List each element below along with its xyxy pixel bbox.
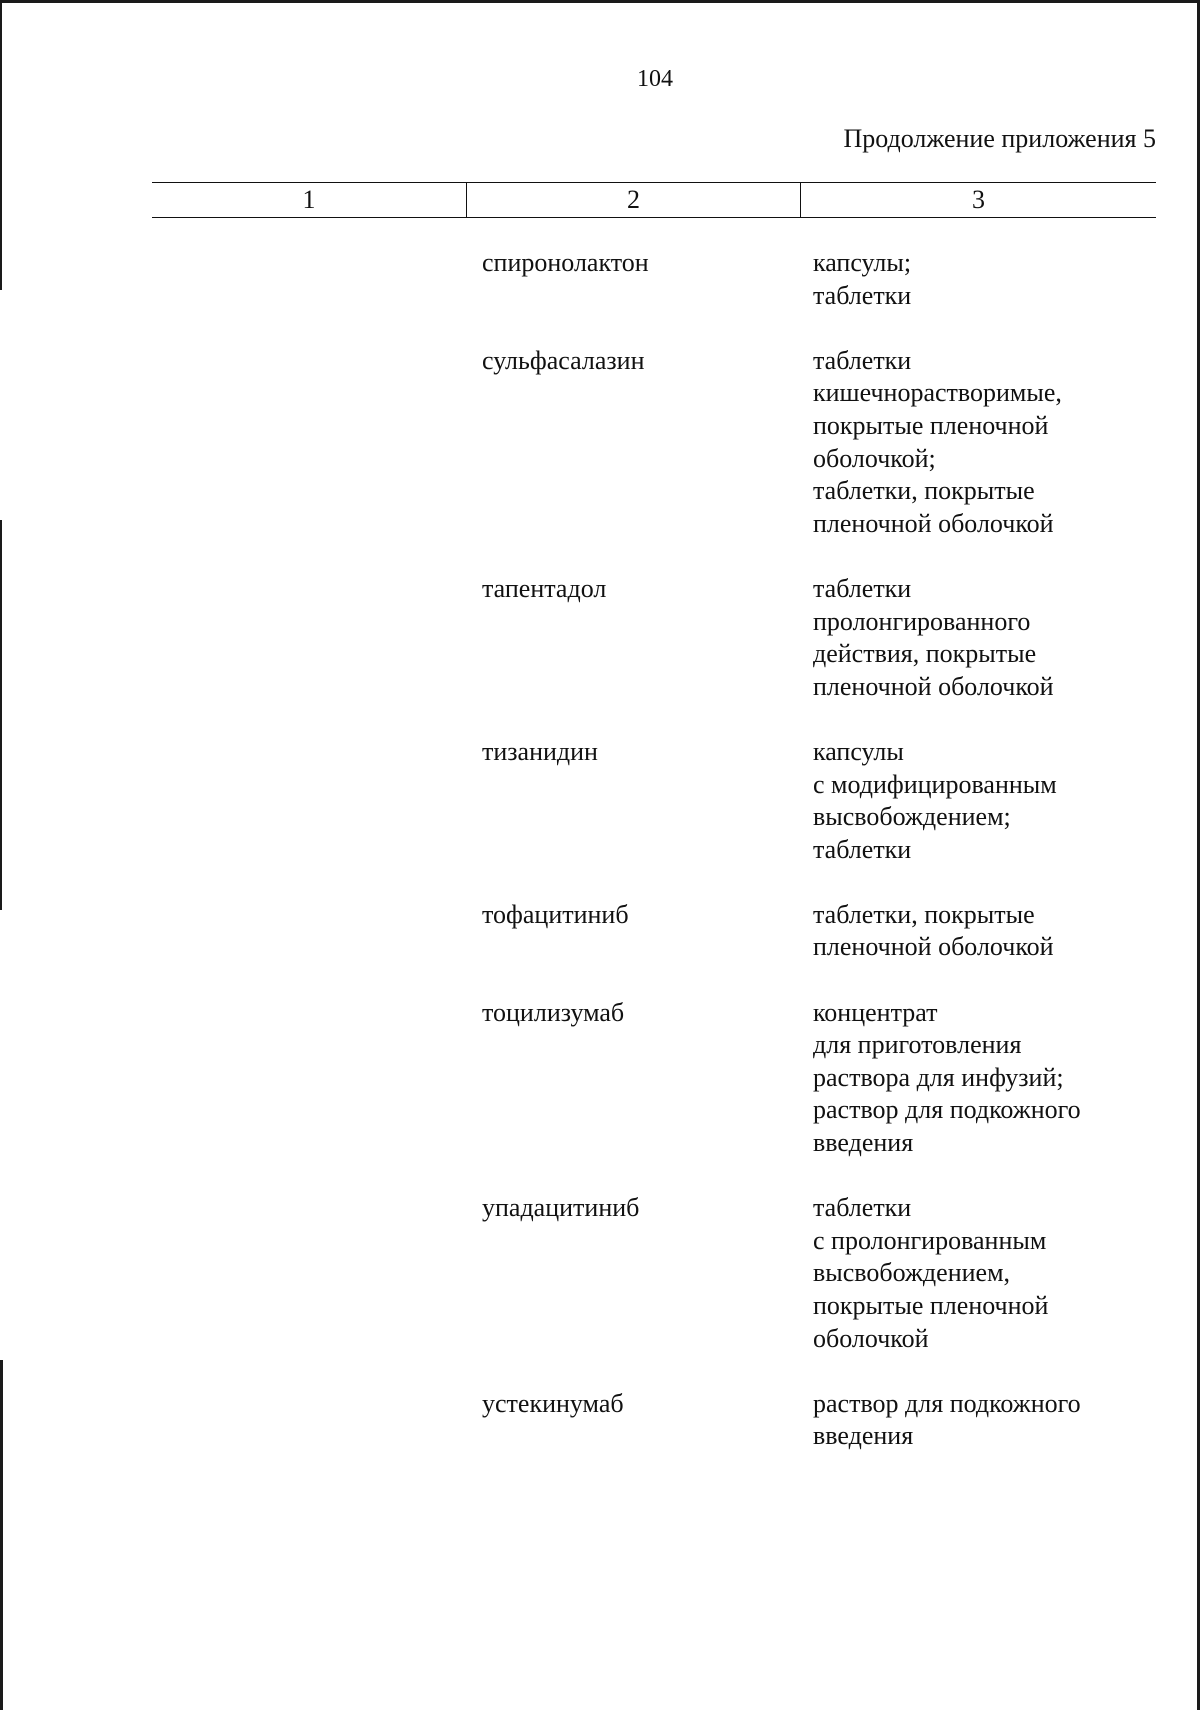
table-row — [482, 899, 1182, 964]
dosage-form-line: таблетки — [813, 834, 912, 864]
dosage-form — [813, 573, 1182, 703]
dosage-form-line: таблетки, покрытые — [813, 899, 1035, 929]
table-body — [482, 247, 1182, 1453]
dosage-form-line: покрытые пленочной — [813, 410, 1049, 440]
dosage-form-line: таблетки — [813, 1193, 912, 1223]
dosage-form-line: кишечнорастворимые, — [813, 378, 1062, 408]
dosage-form-line: таблетки, покрытые — [813, 476, 1035, 506]
dosage-form — [813, 345, 1182, 541]
drug-name: тизанидин — [482, 736, 598, 766]
dosage-form-line: для приготовления — [813, 1030, 1022, 1060]
dosage-form-line: таблетки — [813, 345, 912, 375]
table-row — [482, 1388, 1182, 1453]
dosage-form-line: раствора для инфузий; — [813, 1062, 1064, 1092]
table-row — [482, 997, 1182, 1160]
dosage-form-line: пролонгированного — [813, 606, 1031, 636]
dosage-form-line: таблетки — [813, 573, 912, 603]
dosage-form-line: капсулы — [813, 736, 904, 766]
scan-edge-left — [0, 1360, 3, 1710]
scan-edge-top — [0, 0, 1200, 3]
dosage-form — [813, 247, 1182, 312]
dosage-form — [813, 736, 1182, 866]
drug-name: сульфасалазин — [482, 345, 645, 375]
dosage-form-line: капсулы; — [813, 248, 912, 277]
dosage-form — [813, 1388, 1182, 1453]
drug-name: спиронолактон — [482, 248, 649, 277]
drug-name: тапентадол — [482, 573, 607, 603]
drug-name: тоцилизумаб — [482, 997, 625, 1027]
dosage-form-line: таблетки — [813, 280, 912, 310]
table-row — [482, 345, 1182, 541]
dosage-form-line: пленочной оболочкой — [813, 508, 1054, 538]
column-header-2: 2 — [467, 183, 801, 217]
page-number: 104 — [637, 66, 673, 92]
dosage-form-line: с модифицированным — [813, 769, 1057, 799]
scan-edge-left — [0, 520, 2, 910]
dosage-form-line: с пролонгированным — [813, 1225, 1047, 1255]
drug-name: упадацитиниб — [482, 1193, 640, 1223]
column-header-1: 1 — [152, 183, 467, 217]
dosage-form-line: высвобождением, — [813, 1258, 1011, 1288]
dosage-form — [813, 997, 1182, 1160]
dosage-form-line: высвобождением; — [813, 802, 1011, 832]
table-header — [152, 182, 1156, 218]
dosage-form-line: оболочкой; — [813, 443, 936, 473]
table-row — [482, 1192, 1182, 1355]
dosage-form — [813, 899, 1182, 964]
dosage-form-line: концентрат — [813, 997, 938, 1027]
dosage-form-line: покрытые пленочной — [813, 1291, 1049, 1320]
appendix-note: Продолжение приложения 5 — [843, 124, 1156, 153]
dosage-form-line: пленочной оболочкой — [813, 671, 1054, 701]
table-row — [482, 736, 1182, 866]
dosage-form — [813, 1192, 1182, 1355]
dosage-form-line: пленочной оболочкой — [813, 932, 1054, 962]
table-row — [482, 573, 1182, 703]
dosage-form-line: введения — [813, 1421, 914, 1451]
scan-edge-left — [0, 0, 2, 290]
drug-name: устекинумаб — [482, 1388, 624, 1418]
dosage-form-line: оболочкой — [813, 1323, 929, 1353]
dosage-form-line: раствор для подкожного — [813, 1095, 1081, 1125]
dosage-form-line: введения — [813, 1128, 914, 1158]
dosage-form-line: раствор для подкожного — [813, 1388, 1081, 1418]
drug-name: тофацитиниб — [482, 899, 629, 929]
dosage-form-line: действия, покрытые — [813, 639, 1037, 669]
table-row — [482, 247, 1182, 312]
column-header-3: 3 — [972, 185, 985, 214]
